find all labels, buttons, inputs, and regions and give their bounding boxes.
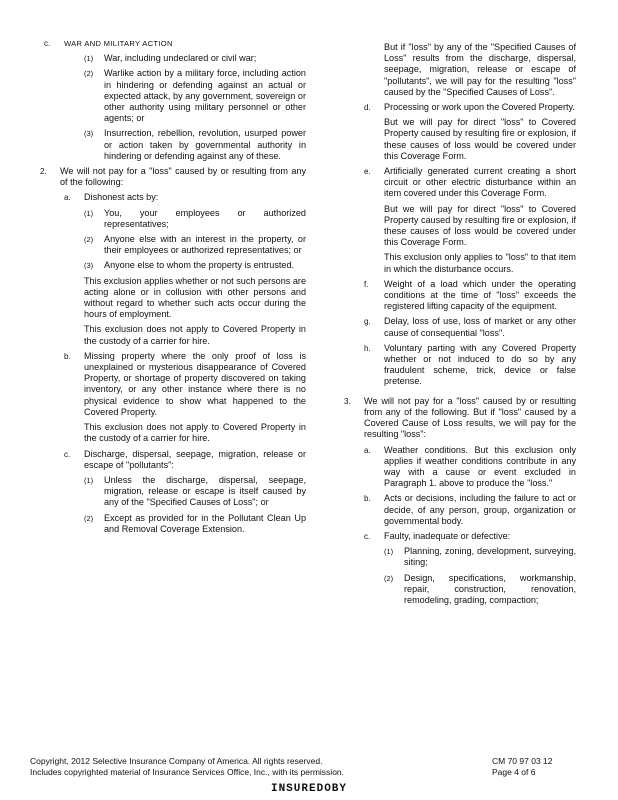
exclusion-3b-text: Acts or decisions, including the failure to act or decide, of any person, group, organization or governmental body. — [384, 493, 576, 526]
exclusion-2c — [64, 449, 306, 471]
list-item-text: Insurrection, rebellion, revolution, usurped power or action taken by governmental authority in hindering or defending against any of these. — [104, 128, 306, 161]
list-marker: h. — [364, 343, 371, 353]
list-item — [84, 475, 306, 509]
exclusion-2 — [40, 166, 306, 188]
list-marker: (1) — [384, 547, 394, 557]
list-item — [84, 513, 306, 535]
copyright-block — [30, 756, 450, 778]
list-marker: (1) — [84, 208, 94, 218]
page-number: Page 4 of 6 — [492, 767, 536, 777]
exclusion-e — [364, 166, 576, 200]
exclusion-note: But we will pay for direct "loss" to Covered Property caused by resulting fire or explosion, if these causes of loss would be covered under this Coverage Form. — [384, 117, 576, 161]
exclusion-3c-text: Faulty, inadequate or defective: — [384, 530, 511, 541]
list-marker: f. — [364, 279, 369, 289]
list-marker: c. — [64, 449, 71, 459]
list-item — [84, 234, 306, 256]
list-marker: b. — [364, 494, 371, 504]
exclusion-d — [364, 102, 576, 113]
list-item-text: War, including undeclared or civil war; — [104, 53, 257, 64]
list-marker: c. — [44, 39, 51, 48]
exclusion-2a — [64, 192, 306, 203]
exclusion-3c — [364, 531, 576, 542]
list-item-text: Anyone else to whom the property is entrusted. — [104, 260, 295, 271]
list-marker: d. — [364, 103, 371, 113]
form-number: CM 70 97 03 12 — [492, 756, 553, 766]
exclusion-note: This exclusion does not apply to Covered Property in the custody of a carrier for hire. — [84, 422, 306, 444]
brand-watermark: INSUREDOBY — [270, 783, 347, 795]
form-info — [492, 756, 592, 778]
section-heading: WAR AND MILITARY ACTION — [64, 39, 173, 48]
exclusion-3 — [344, 396, 576, 441]
war-subitems — [44, 53, 306, 162]
copyright-text: Copyright, 2012 Selective Insurance Company of America. All rights reserved. — [30, 756, 323, 766]
section-c-war — [44, 38, 306, 49]
exclusion-3a-text: Weather conditions. But this exclusion only applies if weather conditions contribute in any way with a cause or event excluded in Paragraph 1. above to produce the "loss." — [384, 444, 576, 489]
left-column — [40, 38, 306, 539]
list-marker: c. — [364, 531, 371, 541]
dishonest-acts-list — [64, 208, 306, 272]
exclusion-d-text: Processing or work upon the Covered Property. — [384, 102, 575, 113]
list-marker: (1) — [84, 54, 94, 64]
list-item — [84, 128, 306, 162]
exclusion-e-text: Artificially generated current creating a short circuit or other electric disturbance within an item covered under this Coverage Form. — [384, 166, 576, 199]
list-item-text: Planning, zoning, development, surveying, siting; — [404, 546, 576, 568]
list-marker: (2) — [84, 513, 94, 523]
list-item — [84, 208, 306, 230]
list-item — [84, 260, 306, 271]
list-marker: 3. — [344, 396, 351, 406]
list-item — [384, 546, 576, 568]
exclusion-note: This exclusion does not apply to Covered Property in the custody of a carrier for hire. — [84, 324, 306, 346]
right-column — [344, 42, 576, 610]
exclusion-3-text: We will not pay for a "loss" caused by or resulting from any of the following. But if "loss" caused by a Covered Cause of Loss results, we will pay for the resulting "loss": — [364, 395, 576, 440]
exclusion-g-text: Delay, loss of use, loss of market or any other cause of consequential "loss". — [384, 316, 576, 338]
list-marker: (2) — [84, 235, 94, 245]
list-marker: g. — [364, 317, 371, 327]
list-item-text: You, your employees or authorized representatives; — [104, 207, 306, 229]
exclusion-2-items — [44, 192, 306, 534]
list-item-text: Warlike action by a military force, including action in hindering or defending against an actual or expected attack, by any government, sovereign or other authority using military personnel or other agents; or — [104, 68, 306, 124]
faulty-list — [364, 546, 576, 606]
list-marker: (3) — [84, 129, 94, 139]
continuation-paragraph: But if "loss" by any of the "Specified Causes of Loss" results from the discharge, dispersal, seepage, migration, release or escape of "pollutants", we will pay for the resulting "loss" caused by the "Specified Causes of Loss". — [384, 42, 576, 97]
exclusion-note: This exclusion applies whether or not such persons are acting alone or in collusion with other persons and without regard to whether such acts occur during the hours of employment. — [84, 275, 306, 320]
list-item-text: Design, specifications, workmanship, repair, construction, renovation, remodeling, grading, compaction; — [404, 572, 576, 605]
list-marker: a. — [364, 445, 371, 455]
exclusion-note: But we will pay for direct "loss" to Covered Property caused by resulting fire or explosion, if these causes of loss would be covered under this Coverage Form. — [384, 203, 576, 248]
permission-text: Includes copyrighted material of Insurance Services Office, Inc., with its permission. — [30, 767, 345, 777]
exclusion-2a-text: Dishonest acts by: — [84, 192, 159, 203]
exclusion-2b-text: Missing property where the only proof of loss is unexplained or mysterious disappearance of Covered Property, or shortage of property discovered on taking inventory, or any other instance where there is no physical evidence to show what happened to the Covered Property. — [84, 350, 306, 417]
exclusion-3a — [364, 445, 576, 490]
list-item-text: Unless the discharge, dispersal, seepage, migration, release or escape is itself caused by any of the "Specified Causes of Loss"; or — [104, 474, 306, 508]
list-marker: (1) — [84, 475, 94, 485]
list-marker: (2) — [84, 69, 94, 79]
exclusion-h — [364, 343, 576, 388]
list-marker: a. — [64, 193, 71, 203]
list-marker: (3) — [84, 261, 94, 271]
list-marker: b. — [64, 351, 71, 361]
exclusion-note: This exclusion only applies to "loss" to that item in which the disturbance occurs. — [384, 252, 576, 274]
list-item-text: Except as provided for in the Pollutant Clean Up and Removal Coverage Extension. — [104, 512, 306, 534]
pollutants-list — [64, 475, 306, 535]
exclusion-h-text: Voluntary parting with any Covered Property whether or not induced to do so by any fraudulent scheme, trick, device or false pretense. — [384, 342, 576, 387]
list-item — [84, 53, 306, 64]
list-item — [84, 68, 306, 124]
exclusion-2b — [64, 351, 306, 418]
exclusion-f — [364, 279, 576, 313]
exclusion-2-text: We will not pay for a "loss" caused by or resulting from any of the following: — [60, 166, 306, 188]
list-item — [384, 573, 576, 607]
exclusion-f-text: Weight of a load which under the operating conditions at the time of "loss" exceeds the registered lifting capacity of the equipment. — [384, 278, 576, 312]
list-marker: e. — [364, 167, 371, 177]
list-marker: (2) — [384, 573, 394, 583]
list-marker: 2. — [40, 167, 47, 177]
exclusion-d-group — [344, 102, 576, 388]
exclusion-g — [364, 316, 576, 338]
list-item-text: Anyone else with an interest in the property, or their employees or authorized representatives; or — [104, 234, 306, 256]
exclusion-3-items — [344, 445, 576, 607]
exclusion-2c-text: Discharge, dispersal, seepage, migration, release or escape of "pollutants": — [84, 448, 306, 470]
exclusion-3b — [364, 493, 576, 527]
